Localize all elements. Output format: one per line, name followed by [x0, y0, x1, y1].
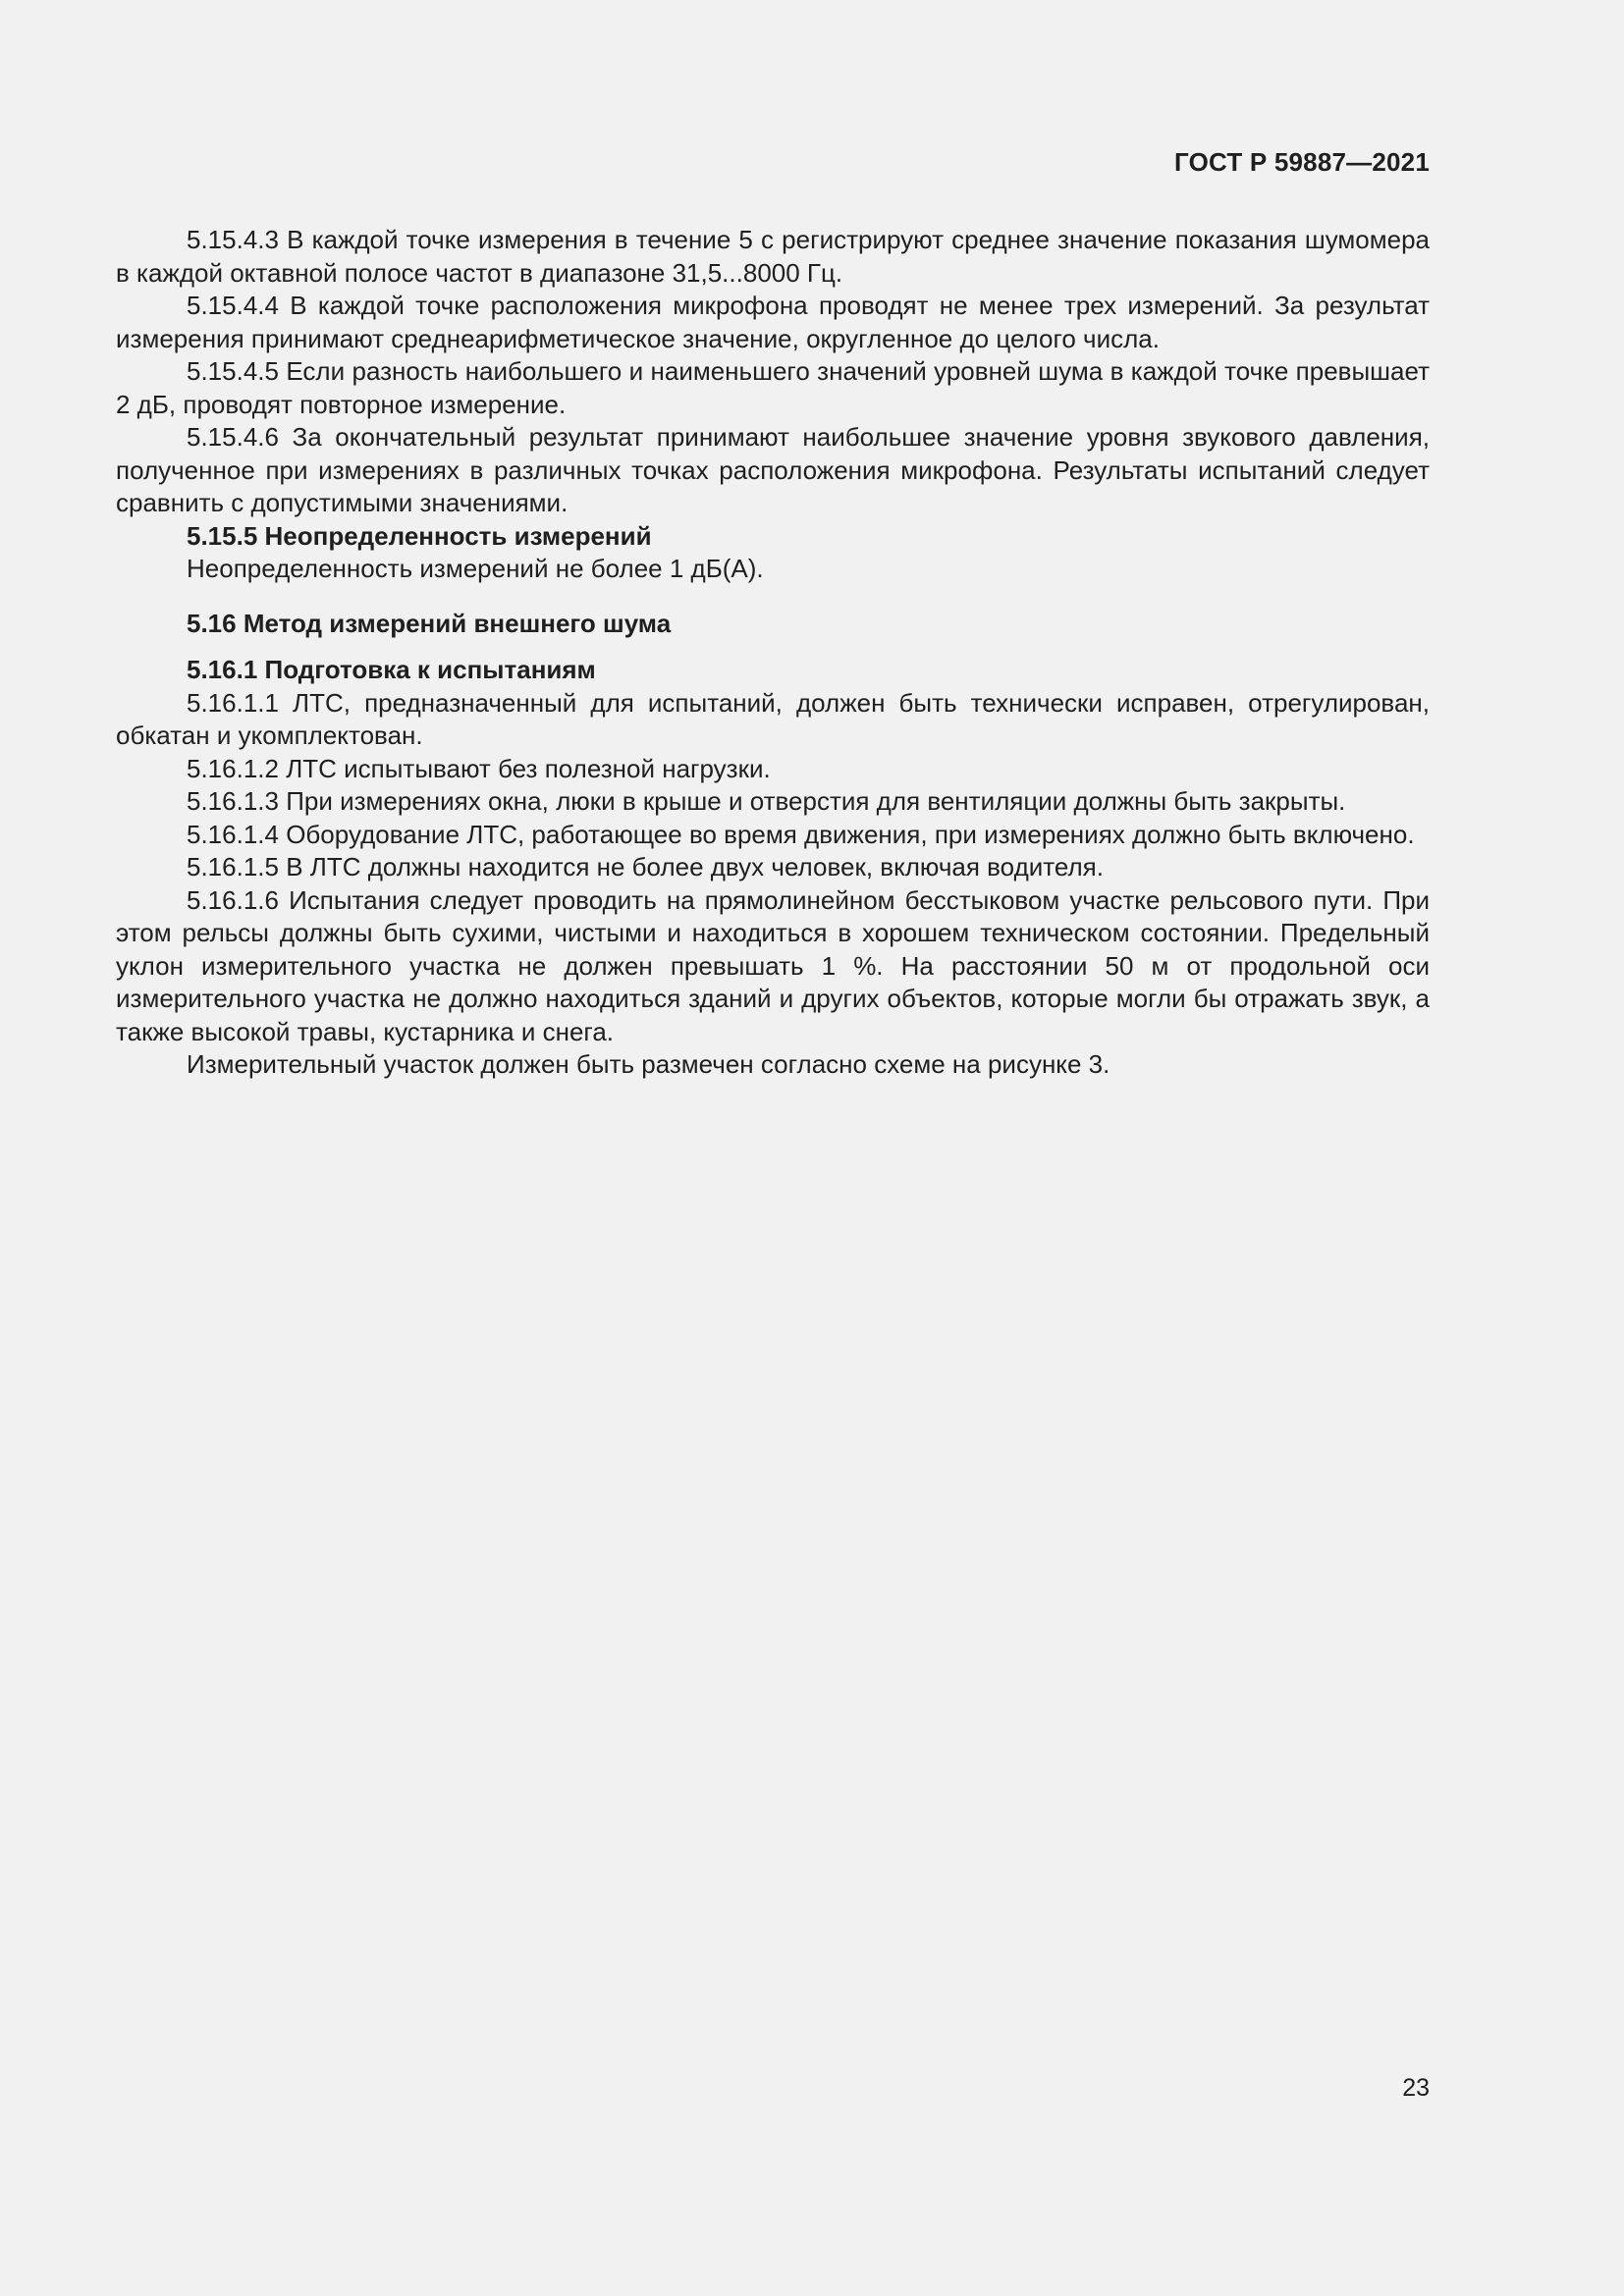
- page-number: 23: [1402, 2074, 1430, 2102]
- paragraph-5-15-4-3: 5.15.4.3 В каждой точке измерения в течение 5 с регистрируют среднее значение показания шумомера в каждой октавной полосе частот в диапазоне 31,5...8000 Гц.: [116, 225, 1430, 288]
- paragraph-5-16-1-3: 5.16.1.3 При измерениях окна, люки в крыше и отверстия для вентиляции должны быть закрыты.: [187, 786, 1346, 816]
- paragraph-marking: Измерительный участок должен быть размечен согласно схеме на рисунке 3.: [187, 1049, 1110, 1079]
- document-body: [116, 224, 1430, 1082]
- paragraph-5-15-4-4: 5.15.4.4 В каждой точке расположения микрофона проводят не менее трех измерений. За результат измерения принимают среднеарифметическое значение, округленное до целого числа.: [116, 291, 1430, 353]
- paragraph-5-15-4-6: 5.15.4.6 За окончательный результат принимают наибольшее значение уровня звукового давления, полученное при измерениях в различных точках расположения микрофона. Результаты испытаний следует сравнить с допустимыми значениями.: [116, 422, 1430, 517]
- paragraph-5-16-1-5: 5.16.1.5 В ЛТС должны находится не более двух человек, включая водителя.: [187, 852, 1104, 881]
- heading-5-16-1: 5.16.1 Подготовка к испытаниям: [187, 655, 596, 684]
- heading-5-15-5: 5.15.5 Неопределенность измерений: [187, 520, 652, 551]
- paragraph-5-15-5-text: Неопределенность измерений не более 1 дБ(А).: [187, 554, 764, 583]
- paragraph-5-15-4-5: 5.15.4.5 Если разность наибольшего и наименьшего значений уровней шума в каждой точке превышает 2 дБ, проводят повторное измерение.: [116, 356, 1430, 419]
- paragraph-5-16-1-4: 5.16.1.4 Оборудование ЛТС, работающее во время движения, при измерениях должно быть включено.: [187, 819, 1415, 849]
- paragraph-5-16-1-2: 5.16.1.2 ЛТС испытывают без полезной нагрузки.: [187, 753, 771, 783]
- paragraph-5-16-1-1: 5.16.1.1 ЛТС, предназначенный для испытаний, должен быть технически исправен, отрегулирован, обкатан и укомплектован.: [116, 687, 1430, 750]
- document-header-id: ГОСТ Р 59887—2021: [1174, 147, 1430, 177]
- heading-5-16: 5.16 Метод измерений внешнего шума: [187, 608, 672, 638]
- paragraph-5-16-1-6: 5.16.1.6 Испытания следует проводить на прямолинейном бесстыковом участке рельсового пути. При этом рельсы должны быть сухими, чистыми и находиться в хорошем техническом состоянии. Предельный уклон измерительного участка не должен превышать 1 %. На расстоянии 50 м от продольной оси измерительного участка не должно находиться зданий и других объектов, которые могли бы отражать звук, а также высокой травы, кустарника и снега.: [116, 884, 1430, 1046]
